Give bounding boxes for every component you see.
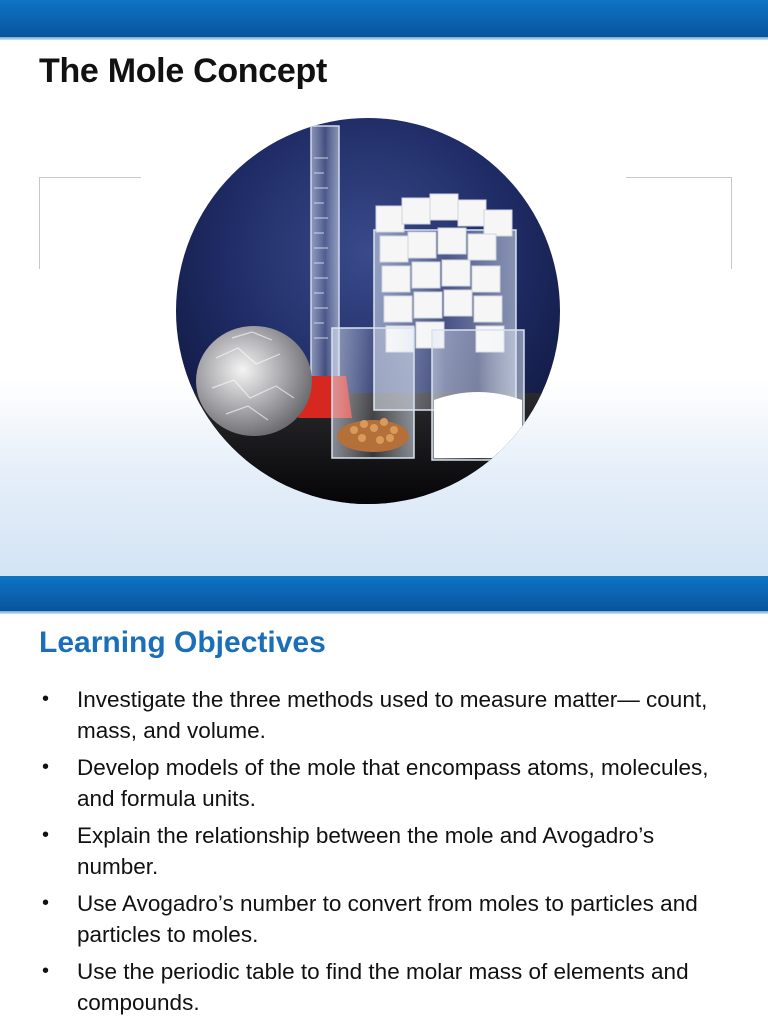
bullet: • bbox=[42, 892, 50, 914]
header-band bbox=[0, 0, 768, 40]
slide-title: The Mole Concept bbox=[39, 52, 327, 90]
objectives-list bbox=[40, 684, 740, 1024]
chemistry-samples-photo bbox=[176, 118, 560, 504]
objective-text: Investigate the three methods used to measure matter— count, mass, and volume. bbox=[77, 687, 708, 743]
frame-line-right-top bbox=[626, 177, 732, 178]
objective-text: Develop models of the mole that encompass atoms, molecules, and formula units. bbox=[77, 755, 709, 811]
frame-line-left-side bbox=[39, 177, 40, 269]
slide-learning-objectives bbox=[0, 576, 768, 1024]
photo-illustration-icon bbox=[176, 118, 560, 504]
frame-line-right-side bbox=[731, 177, 732, 269]
list-item bbox=[40, 820, 740, 882]
bullet: • bbox=[42, 756, 50, 778]
bullet: • bbox=[42, 960, 50, 982]
bullet: • bbox=[42, 824, 50, 846]
list-item bbox=[40, 888, 740, 950]
list-item bbox=[40, 684, 740, 746]
objective-text: Use the periodic table to find the molar mass of elements and compounds. bbox=[77, 959, 689, 1015]
list-item bbox=[40, 752, 740, 814]
header-band bbox=[0, 576, 768, 614]
objectives-title: Learning Objectives bbox=[39, 626, 326, 659]
objective-text: Use Avogadro’s number to convert from moles to particles and particles to moles. bbox=[77, 891, 698, 947]
bullet: • bbox=[42, 688, 50, 710]
list-item bbox=[40, 956, 740, 1018]
objective-text: Explain the relationship between the mole and Avogadro’s number. bbox=[77, 823, 655, 879]
frame-line-left-top bbox=[39, 177, 141, 178]
